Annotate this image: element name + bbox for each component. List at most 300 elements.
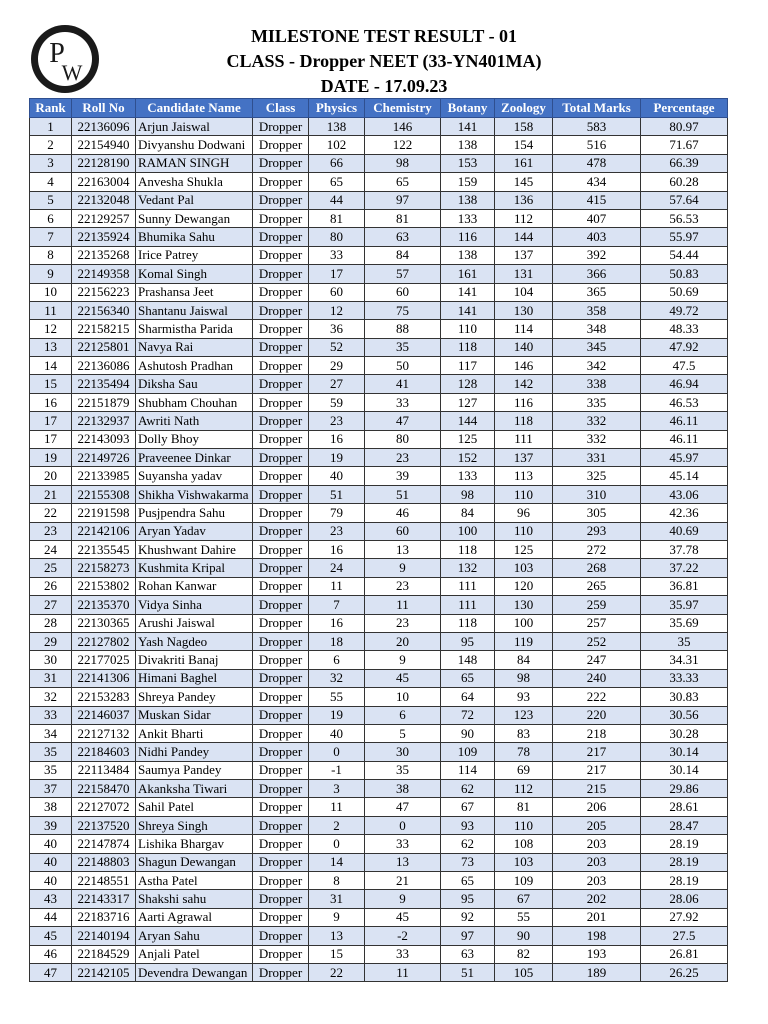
cell-chemistry: 6 [365,706,441,724]
cell-class: Dropper [253,632,309,650]
column-header-candidate-name: Candidate Name [136,99,253,118]
cell-botany: 118 [441,614,495,632]
cell-total-marks: 310 [553,485,641,503]
cell-botany: 144 [441,412,495,430]
table-row [30,872,728,890]
cell-chemistry: 38 [365,780,441,798]
cell-total-marks: 222 [553,688,641,706]
table-row [30,504,728,522]
cell-botany: 161 [441,265,495,283]
cell-total-marks: 342 [553,357,641,375]
cell-rank: 40 [30,872,72,890]
cell-rank: 28 [30,614,72,632]
cell-physics: 16 [309,614,365,632]
cell-class: Dropper [253,338,309,356]
cell-class: Dropper [253,540,309,558]
cell-botany: 93 [441,816,495,834]
cell-rank: 31 [30,669,72,687]
column-header-total-marks: Total Marks [553,99,641,118]
cell-percentage: 33.33 [641,669,728,687]
cell-candidate-name: Muskan Sidar [136,706,253,724]
cell-zoology: 108 [495,835,553,853]
cell-percentage: 46.94 [641,375,728,393]
cell-rank: 40 [30,853,72,871]
cell-total-marks: 407 [553,209,641,227]
table-row [30,927,728,945]
cell-chemistry: 30 [365,743,441,761]
cell-class: Dropper [253,835,309,853]
cell-class: Dropper [253,798,309,816]
cell-rank: 39 [30,816,72,834]
cell-zoology: 110 [495,485,553,503]
cell-botany: 98 [441,485,495,503]
cell-chemistry: 122 [365,136,441,154]
cell-physics: 80 [309,228,365,246]
cell-physics: 12 [309,301,365,319]
cell-rank: 43 [30,890,72,908]
cell-botany: 117 [441,357,495,375]
table-row [30,522,728,540]
cell-rank: 13 [30,338,72,356]
cell-physics: 19 [309,706,365,724]
cell-class: Dropper [253,688,309,706]
table-row [30,467,728,485]
cell-roll-no: 22154940 [72,136,136,154]
cell-physics: 52 [309,338,365,356]
cell-total-marks: 272 [553,540,641,558]
cell-rank: 1 [30,118,72,136]
cell-candidate-name: Aryan Sahu [136,927,253,945]
table-row [30,393,728,411]
cell-class: Dropper [253,651,309,669]
cell-candidate-name: Suyansha yadav [136,467,253,485]
cell-physics: 16 [309,430,365,448]
cell-chemistry: 11 [365,963,441,981]
table-row [30,209,728,227]
cell-botany: 67 [441,798,495,816]
cell-zoology: 110 [495,522,553,540]
cell-rank: 44 [30,908,72,926]
cell-total-marks: 206 [553,798,641,816]
cell-rank: 4 [30,173,72,191]
cell-candidate-name: Dolly Bhoy [136,430,253,448]
table-row [30,761,728,779]
cell-botany: 153 [441,154,495,172]
cell-zoology: 116 [495,393,553,411]
cell-roll-no: 22143093 [72,430,136,448]
cell-class: Dropper [253,191,309,209]
cell-percentage: 37.78 [641,540,728,558]
cell-physics: 79 [309,504,365,522]
cell-total-marks: 257 [553,614,641,632]
cell-botany: 95 [441,890,495,908]
cell-chemistry: 9 [365,559,441,577]
cell-roll-no: 22127802 [72,632,136,650]
cell-botany: 62 [441,835,495,853]
table-row [30,283,728,301]
cell-percentage: 28.19 [641,853,728,871]
cell-physics: 14 [309,853,365,871]
cell-chemistry: 33 [365,393,441,411]
cell-roll-no: 22183716 [72,908,136,926]
cell-roll-no: 22147874 [72,835,136,853]
cell-class: Dropper [253,485,309,503]
cell-physics: 8 [309,872,365,890]
table-row [30,688,728,706]
cell-total-marks: 218 [553,724,641,742]
cell-rank: 38 [30,798,72,816]
cell-rank: 30 [30,651,72,669]
cell-candidate-name: Vidya Sinha [136,596,253,614]
table-row [30,780,728,798]
date-line: DATE - 17.09.23 [320,76,448,96]
cell-percentage: 26.25 [641,963,728,981]
cell-zoology: 81 [495,798,553,816]
cell-zoology: 144 [495,228,553,246]
cell-roll-no: 22135494 [72,375,136,393]
cell-candidate-name: Diksha Sau [136,375,253,393]
cell-class: Dropper [253,614,309,632]
cell-total-marks: 268 [553,559,641,577]
cell-rank: 15 [30,375,72,393]
cell-physics: 15 [309,945,365,963]
cell-physics: 19 [309,449,365,467]
cell-class: Dropper [253,780,309,798]
cell-botany: 138 [441,246,495,264]
table-row [30,265,728,283]
cell-physics: 138 [309,118,365,136]
cell-botany: 141 [441,301,495,319]
cell-rank: 29 [30,632,72,650]
cell-rank: 20 [30,467,72,485]
cell-botany: 92 [441,908,495,926]
cell-class: Dropper [253,136,309,154]
cell-roll-no: 22135370 [72,596,136,614]
cell-roll-no: 22184529 [72,945,136,963]
cell-total-marks: 583 [553,118,641,136]
cell-candidate-name: Bhumika Sahu [136,228,253,246]
cell-roll-no: 22125801 [72,338,136,356]
cell-class: Dropper [253,908,309,926]
cell-rank: 11 [30,301,72,319]
cell-chemistry: 0 [365,816,441,834]
cell-zoology: 55 [495,908,553,926]
cell-percentage: 27.92 [641,908,728,926]
cell-rank: 23 [30,522,72,540]
table-row [30,724,728,742]
cell-botany: 133 [441,467,495,485]
cell-candidate-name: Shakshi sahu [136,890,253,908]
cell-candidate-name: Irice Patrey [136,246,253,264]
cell-class: Dropper [253,449,309,467]
cell-physics: 11 [309,798,365,816]
cell-zoology: 90 [495,927,553,945]
cell-zoology: 83 [495,724,553,742]
cell-roll-no: 22128190 [72,154,136,172]
cell-physics: 36 [309,320,365,338]
cell-rank: 40 [30,835,72,853]
cell-physics: 55 [309,688,365,706]
cell-zoology: 93 [495,688,553,706]
cell-roll-no: 22163004 [72,173,136,191]
cell-roll-no: 22136096 [72,118,136,136]
cell-percentage: 28.19 [641,872,728,890]
cell-class: Dropper [253,522,309,540]
cell-total-marks: 345 [553,338,641,356]
cell-roll-no: 22191598 [72,504,136,522]
cell-botany: 111 [441,577,495,595]
cell-physics: 29 [309,357,365,375]
cell-percentage: 28.06 [641,890,728,908]
cell-chemistry: 5 [365,724,441,742]
cell-class: Dropper [253,283,309,301]
table-row [30,890,728,908]
cell-roll-no: 22156340 [72,301,136,319]
cell-botany: 125 [441,430,495,448]
cell-candidate-name: Aryan Yadav [136,522,253,540]
cell-botany: 84 [441,504,495,522]
cell-botany: 152 [441,449,495,467]
cell-chemistry: 46 [365,504,441,522]
cell-botany: 109 [441,743,495,761]
cell-total-marks: 365 [553,283,641,301]
cell-class: Dropper [253,577,309,595]
cell-candidate-name: Arjun Jaiswal [136,118,253,136]
cell-physics: 23 [309,522,365,540]
column-header-class: Class [253,99,309,118]
cell-percentage: 27.5 [641,927,728,945]
cell-chemistry: 80 [365,430,441,448]
cell-class: Dropper [253,816,309,834]
cell-botany: 159 [441,173,495,191]
cell-physics: 32 [309,669,365,687]
cell-total-marks: 240 [553,669,641,687]
cell-rank: 35 [30,761,72,779]
cell-physics: 11 [309,577,365,595]
cell-percentage: 45.97 [641,449,728,467]
cell-botany: 65 [441,669,495,687]
cell-chemistry: 63 [365,228,441,246]
cell-botany: 148 [441,651,495,669]
cell-percentage: 35 [641,632,728,650]
cell-candidate-name: Prashansa Jeet [136,283,253,301]
cell-chemistry: 51 [365,485,441,503]
cell-total-marks: 338 [553,375,641,393]
cell-chemistry: 10 [365,688,441,706]
cell-class: Dropper [253,412,309,430]
table-row [30,614,728,632]
cell-total-marks: 331 [553,449,641,467]
cell-percentage: 47.5 [641,357,728,375]
cell-roll-no: 22140194 [72,927,136,945]
cell-class: Dropper [253,320,309,338]
cell-botany: 72 [441,706,495,724]
cell-roll-no: 22146037 [72,706,136,724]
cell-botany: 141 [441,118,495,136]
table-row [30,706,728,724]
cell-total-marks: 201 [553,908,641,926]
cell-chemistry: 50 [365,357,441,375]
cell-class: Dropper [253,430,309,448]
table-row [30,375,728,393]
cell-roll-no: 22127132 [72,724,136,742]
class-line: CLASS - Dropper NEET (33-YN401MA) [226,51,542,71]
cell-chemistry: 47 [365,798,441,816]
cell-zoology: 114 [495,320,553,338]
cell-zoology: 98 [495,669,553,687]
table-row [30,301,728,319]
table-row [30,540,728,558]
cell-botany: 118 [441,540,495,558]
cell-physics: 16 [309,540,365,558]
cell-candidate-name: Shikha Vishwakarma [136,485,253,503]
cell-chemistry: 81 [365,209,441,227]
cell-chemistry: 23 [365,449,441,467]
table-row [30,449,728,467]
cell-total-marks: 348 [553,320,641,338]
cell-class: Dropper [253,375,309,393]
cell-candidate-name: Pusjpendra Sahu [136,504,253,522]
cell-candidate-name: Shubham Chouhan [136,393,253,411]
cell-rank: 14 [30,357,72,375]
cell-percentage: 57.64 [641,191,728,209]
cell-roll-no: 22158470 [72,780,136,798]
cell-rank: 32 [30,688,72,706]
cell-percentage: 50.69 [641,283,728,301]
cell-rank: 25 [30,559,72,577]
cell-class: Dropper [253,228,309,246]
table-row [30,945,728,963]
table-row [30,338,728,356]
cell-total-marks: 434 [553,173,641,191]
cell-class: Dropper [253,357,309,375]
cell-percentage: 30.14 [641,743,728,761]
cell-candidate-name: Ankit Bharti [136,724,253,742]
cell-physics: 17 [309,265,365,283]
header-row [30,99,728,118]
cell-physics: 60 [309,283,365,301]
cell-chemistry: 45 [365,908,441,926]
cell-total-marks: 392 [553,246,641,264]
cell-roll-no: 22129257 [72,209,136,227]
cell-total-marks: 215 [553,780,641,798]
cell-roll-no: 22135924 [72,228,136,246]
cell-class: Dropper [253,724,309,742]
cell-zoology: 69 [495,761,553,779]
cell-botany: 116 [441,228,495,246]
cell-zoology: 67 [495,890,553,908]
cell-roll-no: 22158273 [72,559,136,577]
cell-total-marks: 198 [553,927,641,945]
cell-candidate-name: Kushmita Kripal [136,559,253,577]
cell-physics: 59 [309,393,365,411]
cell-chemistry: 60 [365,522,441,540]
cell-roll-no: 22149358 [72,265,136,283]
cell-roll-no: 22184603 [72,743,136,761]
cell-candidate-name: Komal Singh [136,265,253,283]
cell-physics: 7 [309,596,365,614]
cell-zoology: 146 [495,357,553,375]
cell-total-marks: 205 [553,816,641,834]
cell-percentage: 66.39 [641,154,728,172]
cell-botany: 138 [441,191,495,209]
table-row [30,412,728,430]
cell-chemistry: 57 [365,265,441,283]
table-row [30,577,728,595]
table-row [30,320,728,338]
cell-zoology: 137 [495,246,553,264]
svg-text:W: W [61,60,83,85]
cell-physics: 24 [309,559,365,577]
cell-total-marks: 415 [553,191,641,209]
cell-rank: 26 [30,577,72,595]
cell-total-marks: 403 [553,228,641,246]
column-header-rank: Rank [30,99,72,118]
cell-physics: 31 [309,890,365,908]
cell-rank: 16 [30,393,72,411]
cell-chemistry: 23 [365,614,441,632]
cell-botany: 111 [441,596,495,614]
cell-candidate-name: Shreya Pandey [136,688,253,706]
cell-roll-no: 22158215 [72,320,136,338]
table-row [30,559,728,577]
cell-roll-no: 22148803 [72,853,136,871]
cell-roll-no: 22132937 [72,412,136,430]
cell-zoology: 82 [495,945,553,963]
cell-class: Dropper [253,927,309,945]
cell-physics: 9 [309,908,365,926]
cell-roll-no: 22133985 [72,467,136,485]
cell-candidate-name: Saumya Pandey [136,761,253,779]
report-title: MILESTONE TEST RESULT - 01 [250,26,518,46]
cell-roll-no: 22135268 [72,246,136,264]
cell-candidate-name: Nidhi Pandey [136,743,253,761]
cell-roll-no: 22127072 [72,798,136,816]
cell-roll-no: 22142106 [72,522,136,540]
cell-percentage: 80.97 [641,118,728,136]
cell-roll-no: 22143317 [72,890,136,908]
cell-candidate-name: RAMAN SINGH [136,154,253,172]
cell-candidate-name: Sharmistha Parida [136,320,253,338]
table-row [30,485,728,503]
table-row [30,743,728,761]
table-row [30,357,728,375]
cell-physics: 40 [309,467,365,485]
cell-total-marks: 217 [553,761,641,779]
cell-chemistry: 35 [365,338,441,356]
cell-rank: 9 [30,265,72,283]
cell-total-marks: 335 [553,393,641,411]
cell-candidate-name: Akanksha Tiwari [136,780,253,798]
cell-rank: 27 [30,596,72,614]
cell-total-marks: 203 [553,835,641,853]
cell-botany: 114 [441,761,495,779]
cell-class: Dropper [253,467,309,485]
cell-total-marks: 265 [553,577,641,595]
cell-roll-no: 22136086 [72,357,136,375]
cell-candidate-name: Yash Nagdeo [136,632,253,650]
cell-candidate-name: Anjali Patel [136,945,253,963]
table-row [30,669,728,687]
cell-zoology: 118 [495,412,553,430]
table-row [30,908,728,926]
cell-percentage: 46.11 [641,412,728,430]
cell-chemistry: 35 [365,761,441,779]
cell-chemistry: 9 [365,890,441,908]
cell-class: Dropper [253,761,309,779]
cell-roll-no: 22148551 [72,872,136,890]
cell-zoology: 130 [495,301,553,319]
